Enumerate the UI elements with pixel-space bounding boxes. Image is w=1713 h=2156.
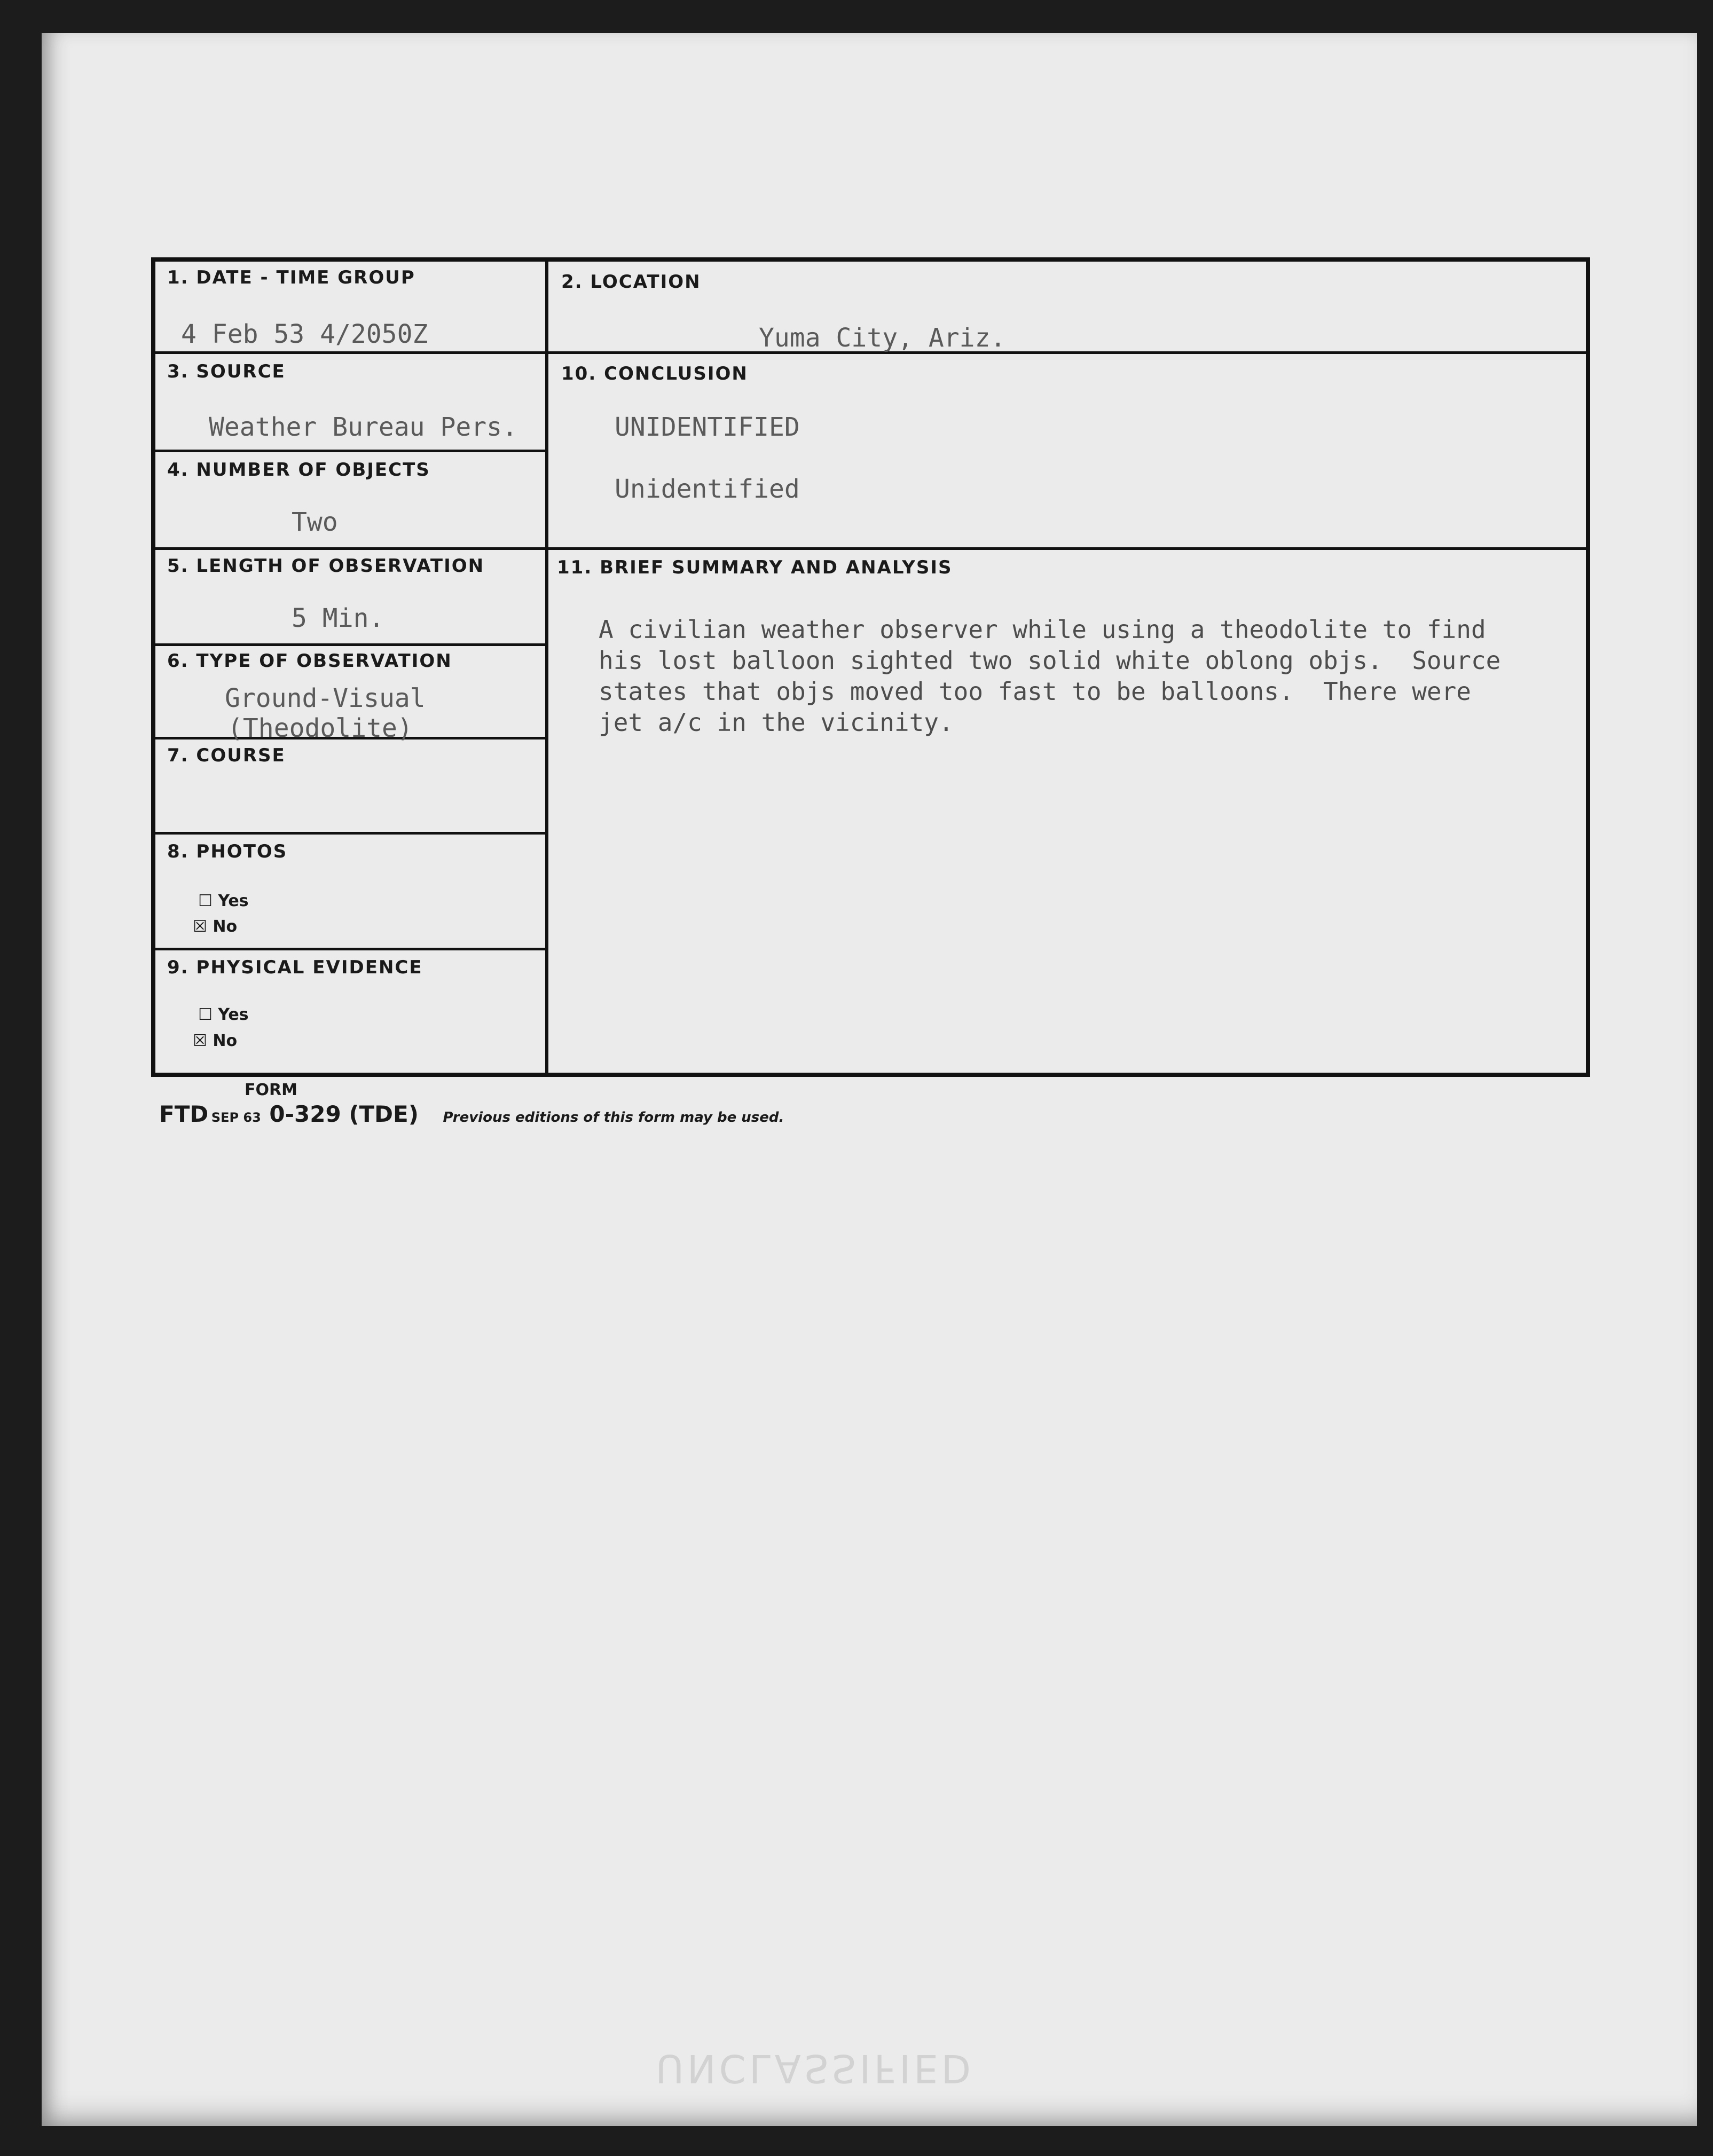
- photos-no-option: [193, 917, 237, 936]
- physical-evidence-label: 9. PHYSICAL EVIDENCE: [167, 957, 423, 978]
- photos-yes-option: [198, 892, 249, 910]
- classification-stamp: UNCLASSIFIED: [656, 2046, 975, 2091]
- row-rule: [155, 948, 545, 950]
- location-value: Yuma City, Ariz.: [759, 323, 1006, 353]
- location-label: 2. LOCATION: [561, 271, 701, 293]
- source-label: 3. SOURCE: [167, 361, 286, 382]
- row-rule: [155, 351, 545, 354]
- number-of-objects-label: 4. NUMBER OF OBJECTS: [167, 459, 430, 481]
- row-rule: [155, 832, 545, 835]
- type-of-observation-value: Ground-Visual: [225, 683, 426, 713]
- source-value: Weather Bureau Pers.: [209, 412, 517, 442]
- length-of-observation-label: 5. LENGTH OF OBSERVATION: [167, 555, 485, 577]
- date-time-group-label: 1. DATE - TIME GROUP: [167, 267, 415, 288]
- physical-evidence-yes-label: Yes: [218, 1005, 249, 1024]
- footer-date: SEP 63: [211, 1110, 261, 1125]
- photos-label: 8. PHOTOS: [167, 841, 288, 862]
- photos-yes-checkbox[interactable]: ☐: [198, 892, 213, 910]
- physical-evidence-no-checkbox[interactable]: ☒: [193, 1032, 207, 1050]
- type-of-observation-detail: (Theodolite): [227, 713, 413, 743]
- photos-no-checkbox[interactable]: ☒: [193, 917, 207, 936]
- physical-evidence-no-label: No: [213, 1032, 238, 1050]
- footer-ftd: FTD: [159, 1101, 209, 1127]
- column-divider: [545, 262, 548, 1073]
- date-time-group-value: 4 Feb 53 4/2050Z: [181, 319, 428, 349]
- conclusion-label: 10. CONCLUSION: [561, 363, 748, 384]
- footer-form-word: FORM: [245, 1081, 297, 1099]
- physical-evidence-yes-checkbox[interactable]: ☐: [198, 1005, 213, 1024]
- row-rule: [155, 450, 545, 452]
- conclusion-value-caps: UNIDENTIFIED: [615, 412, 800, 442]
- footer-form-number: 0-329 (TDE): [269, 1101, 419, 1127]
- physical-evidence-yes-option: [198, 1005, 249, 1024]
- type-of-observation-label: 6. TYPE OF OBSERVATION: [167, 650, 452, 672]
- summary-label: 11. BRIEF SUMMARY AND ANALYSIS: [557, 557, 953, 578]
- footer-note: Previous editions of this form may be used.: [443, 1110, 784, 1126]
- conclusion-value: Unidentified: [615, 474, 800, 504]
- number-of-objects-value: Two: [292, 507, 338, 537]
- summary-text: A civilian weather observer while using a theodolite to find his lost balloon sighted two solid white oblong objs. Source states that objs moved too fast to be balloons. There were jet a/c in the vicinity.: [599, 615, 1501, 737]
- row-rule: [155, 643, 545, 646]
- row-rule: [545, 351, 1586, 354]
- course-label: 7. COURSE: [167, 745, 286, 766]
- physical-evidence-no-option: [193, 1032, 237, 1050]
- photos-yes-label: Yes: [218, 892, 249, 910]
- bleed-through-text: [202, 1128, 1348, 1196]
- document-sheet: [42, 33, 1697, 2126]
- row-rule: [155, 547, 1586, 550]
- photos-no-label: No: [213, 917, 238, 936]
- report-form: [151, 257, 1590, 1077]
- footer-form-id: [159, 1101, 784, 1127]
- length-of-observation-value: 5 Min.: [292, 603, 384, 633]
